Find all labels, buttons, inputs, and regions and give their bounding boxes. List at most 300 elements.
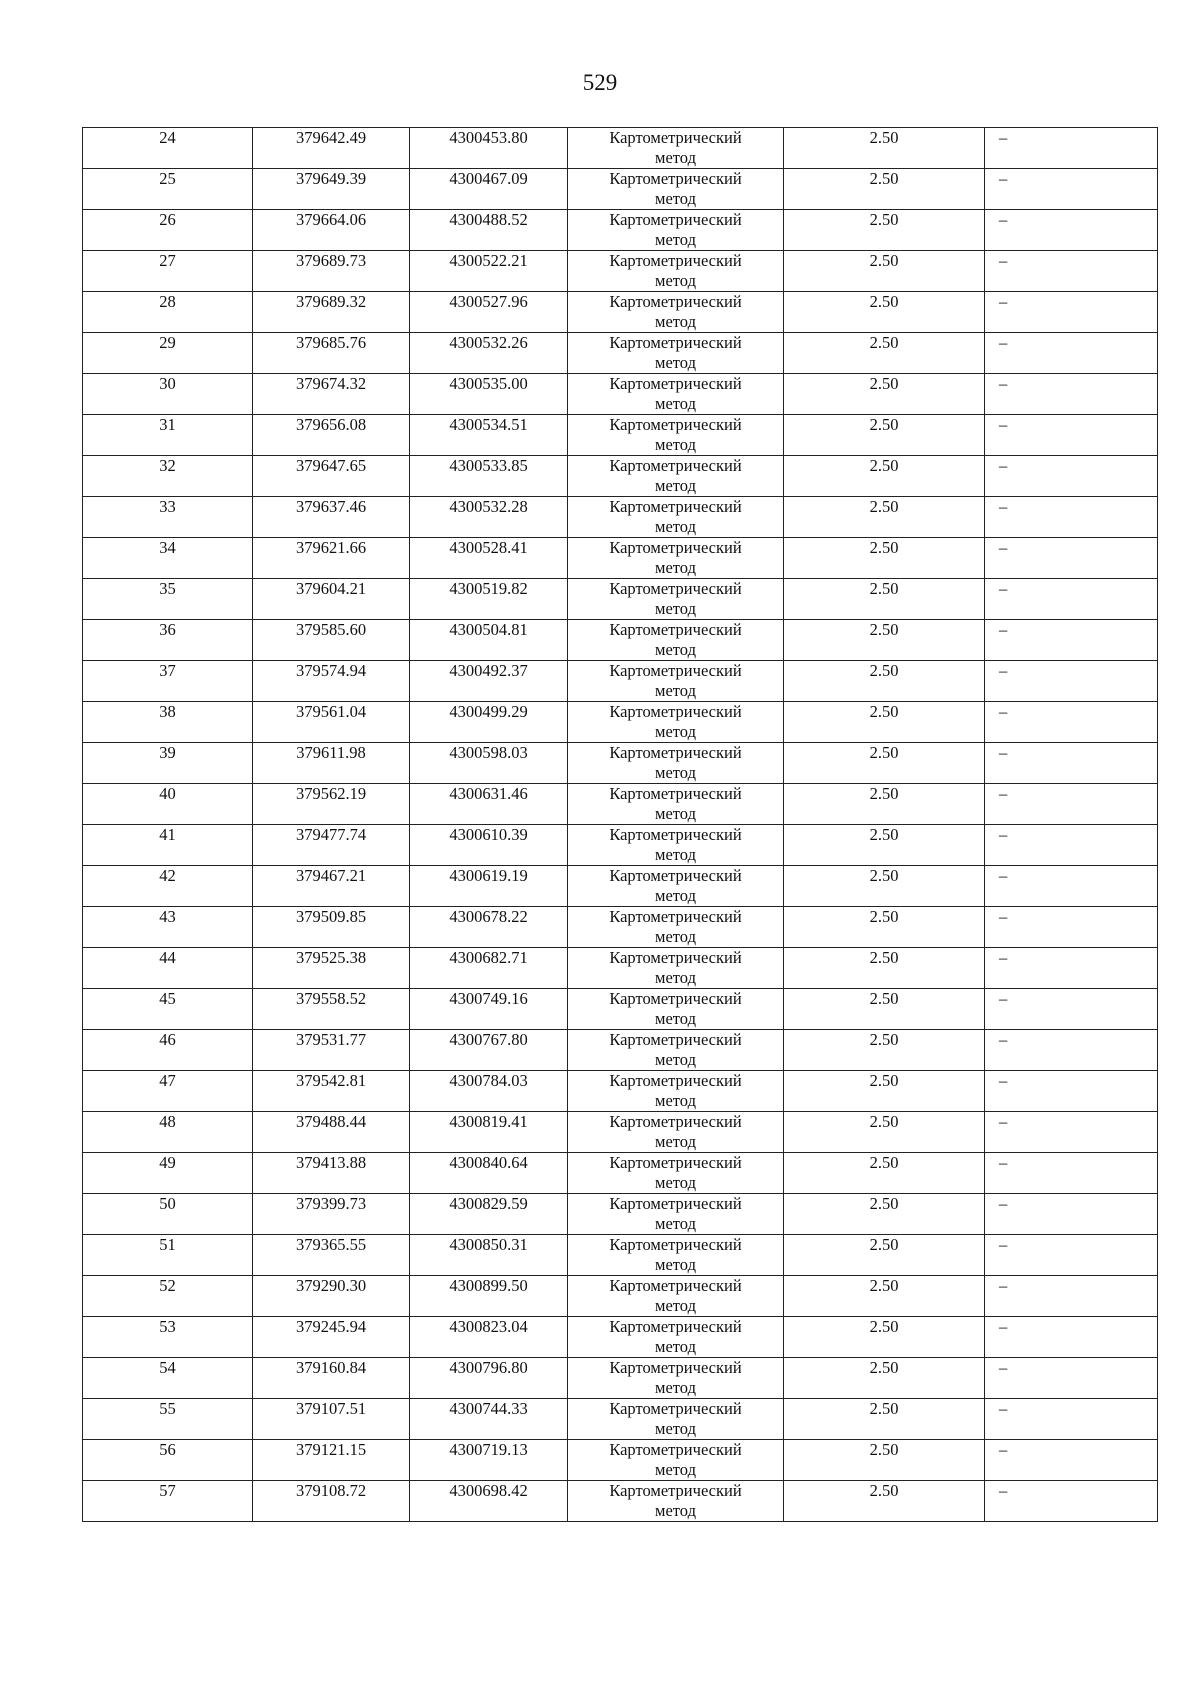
point-number-cell: 25	[83, 169, 253, 210]
method-line-1: Картометрический	[609, 1235, 742, 1254]
point-number-cell: 37	[83, 661, 253, 702]
note-cell: –	[985, 743, 1158, 784]
accuracy-cell: 2.50	[784, 128, 985, 169]
method-line-2: метод	[655, 640, 696, 659]
point-number-cell: 32	[83, 456, 253, 497]
y-coordinate-cell: 4300528.41	[410, 538, 568, 579]
x-coordinate-cell: 379642.49	[253, 128, 410, 169]
note-cell: –	[985, 579, 1158, 620]
point-number-cell: 30	[83, 374, 253, 415]
table-row	[83, 989, 1158, 1030]
method-line-1: Картометрический	[609, 661, 742, 680]
method-line-2: метод	[655, 1255, 696, 1274]
y-coordinate-cell: 4300519.82	[410, 579, 568, 620]
method-line-2: метод	[655, 968, 696, 987]
accuracy-cell: 2.50	[784, 1399, 985, 1440]
note-cell: –	[985, 620, 1158, 661]
y-coordinate-cell: 4300522.21	[410, 251, 568, 292]
x-coordinate-cell: 379531.77	[253, 1030, 410, 1071]
table-row	[83, 866, 1158, 907]
method-cell	[568, 620, 784, 661]
point-number-cell: 42	[83, 866, 253, 907]
method-line-2: метод	[655, 1132, 696, 1151]
table-row	[83, 251, 1158, 292]
note-cell: –	[985, 907, 1158, 948]
point-number-cell: 55	[83, 1399, 253, 1440]
x-coordinate-cell: 379637.46	[253, 497, 410, 538]
method-line-1: Картометрический	[609, 169, 742, 188]
accuracy-cell: 2.50	[784, 1153, 985, 1194]
accuracy-cell: 2.50	[784, 825, 985, 866]
table-row	[83, 128, 1158, 169]
method-cell	[568, 784, 784, 825]
method-line-2: метод	[655, 1501, 696, 1520]
table-row	[83, 743, 1158, 784]
method-line-1: Картометрический	[609, 825, 742, 844]
method-cell	[568, 1071, 784, 1112]
method-line-1: Картометрический	[609, 702, 742, 721]
y-coordinate-cell: 4300823.04	[410, 1317, 568, 1358]
y-coordinate-cell: 4300499.29	[410, 702, 568, 743]
method-line-2: метод	[655, 599, 696, 618]
y-coordinate-cell: 4300767.80	[410, 1030, 568, 1071]
method-line-2: метод	[655, 1173, 696, 1192]
note-cell: –	[985, 128, 1158, 169]
x-coordinate-cell: 379685.76	[253, 333, 410, 374]
method-line-2: метод	[655, 394, 696, 413]
y-coordinate-cell: 4300819.41	[410, 1112, 568, 1153]
table-row	[83, 415, 1158, 456]
accuracy-cell: 2.50	[784, 374, 985, 415]
method-cell	[568, 251, 784, 292]
point-number-cell: 28	[83, 292, 253, 333]
method-cell	[568, 210, 784, 251]
method-cell	[568, 948, 784, 989]
point-number-cell: 53	[83, 1317, 253, 1358]
y-coordinate-cell: 4300749.16	[410, 989, 568, 1030]
method-cell	[568, 825, 784, 866]
point-number-cell: 52	[83, 1276, 253, 1317]
method-cell	[568, 1358, 784, 1399]
y-coordinate-cell: 4300619.19	[410, 866, 568, 907]
note-cell: –	[985, 538, 1158, 579]
method-cell	[568, 866, 784, 907]
method-cell	[568, 579, 784, 620]
x-coordinate-cell: 379585.60	[253, 620, 410, 661]
x-coordinate-cell: 379647.65	[253, 456, 410, 497]
method-line-1: Картометрический	[609, 210, 742, 229]
y-coordinate-cell: 4300698.42	[410, 1481, 568, 1522]
table-row	[83, 292, 1158, 333]
table-row	[83, 497, 1158, 538]
method-line-1: Картометрический	[609, 497, 742, 516]
point-number-cell: 41	[83, 825, 253, 866]
method-cell	[568, 1153, 784, 1194]
point-number-cell: 50	[83, 1194, 253, 1235]
method-line-1: Картометрический	[609, 333, 742, 352]
point-number-cell: 36	[83, 620, 253, 661]
point-number-cell: 29	[83, 333, 253, 374]
point-number-cell: 48	[83, 1112, 253, 1153]
method-cell	[568, 1276, 784, 1317]
method-line-1: Картометрический	[609, 538, 742, 557]
accuracy-cell: 2.50	[784, 866, 985, 907]
method-cell	[568, 743, 784, 784]
method-line-2: метод	[655, 1091, 696, 1110]
method-line-1: Картометрический	[609, 374, 742, 393]
table-row	[83, 1235, 1158, 1276]
method-line-2: метод	[655, 476, 696, 495]
table-row	[83, 1194, 1158, 1235]
point-number-cell: 57	[83, 1481, 253, 1522]
method-cell	[568, 702, 784, 743]
note-cell: –	[985, 948, 1158, 989]
method-line-2: метод	[655, 681, 696, 700]
method-cell	[568, 661, 784, 702]
table-row	[83, 1153, 1158, 1194]
y-coordinate-cell: 4300610.39	[410, 825, 568, 866]
y-coordinate-cell: 4300533.85	[410, 456, 568, 497]
method-line-2: метод	[655, 927, 696, 946]
method-line-1: Картометрический	[609, 989, 742, 1008]
table-row	[83, 702, 1158, 743]
method-line-2: метод	[655, 804, 696, 823]
point-number-cell: 47	[83, 1071, 253, 1112]
method-cell	[568, 907, 784, 948]
accuracy-cell: 2.50	[784, 456, 985, 497]
note-cell: –	[985, 1399, 1158, 1440]
accuracy-cell: 2.50	[784, 784, 985, 825]
note-cell: –	[985, 210, 1158, 251]
accuracy-cell: 2.50	[784, 1235, 985, 1276]
x-coordinate-cell: 379542.81	[253, 1071, 410, 1112]
table-row	[83, 907, 1158, 948]
note-cell: –	[985, 661, 1158, 702]
accuracy-cell: 2.50	[784, 620, 985, 661]
method-line-1: Картометрический	[609, 1030, 742, 1049]
point-number-cell: 46	[83, 1030, 253, 1071]
accuracy-cell: 2.50	[784, 169, 985, 210]
y-coordinate-cell: 4300492.37	[410, 661, 568, 702]
note-cell: –	[985, 825, 1158, 866]
method-line-2: метод	[655, 189, 696, 208]
point-number-cell: 39	[83, 743, 253, 784]
method-line-1: Картометрический	[609, 948, 742, 967]
method-line-1: Картометрический	[609, 1481, 742, 1500]
note-cell: –	[985, 1112, 1158, 1153]
table-row	[83, 1276, 1158, 1317]
y-coordinate-cell: 4300784.03	[410, 1071, 568, 1112]
accuracy-cell: 2.50	[784, 907, 985, 948]
note-cell: –	[985, 333, 1158, 374]
method-cell	[568, 128, 784, 169]
method-cell	[568, 497, 784, 538]
method-cell	[568, 333, 784, 374]
table-row	[83, 374, 1158, 415]
x-coordinate-cell: 379689.73	[253, 251, 410, 292]
y-coordinate-cell: 4300453.80	[410, 128, 568, 169]
method-line-1: Картометрический	[609, 1358, 742, 1377]
x-coordinate-cell: 379488.44	[253, 1112, 410, 1153]
method-line-2: метод	[655, 1337, 696, 1356]
accuracy-cell: 2.50	[784, 497, 985, 538]
method-line-2: метод	[655, 1460, 696, 1479]
accuracy-cell: 2.50	[784, 743, 985, 784]
method-line-2: метод	[655, 312, 696, 331]
note-cell: –	[985, 169, 1158, 210]
accuracy-cell: 2.50	[784, 538, 985, 579]
point-number-cell: 38	[83, 702, 253, 743]
method-cell	[568, 1440, 784, 1481]
note-cell: –	[985, 456, 1158, 497]
table-row	[83, 1317, 1158, 1358]
y-coordinate-cell: 4300829.59	[410, 1194, 568, 1235]
x-coordinate-cell: 379467.21	[253, 866, 410, 907]
method-line-1: Картометрический	[609, 1153, 742, 1172]
note-cell: –	[985, 989, 1158, 1030]
note-cell: –	[985, 1358, 1158, 1399]
accuracy-cell: 2.50	[784, 1112, 985, 1153]
x-coordinate-cell: 379121.15	[253, 1440, 410, 1481]
x-coordinate-cell: 379399.73	[253, 1194, 410, 1235]
x-coordinate-cell: 379245.94	[253, 1317, 410, 1358]
table-row	[83, 1481, 1158, 1522]
method-cell	[568, 1235, 784, 1276]
method-line-1: Картометрический	[609, 251, 742, 270]
note-cell: –	[985, 251, 1158, 292]
method-line-2: метод	[655, 1050, 696, 1069]
accuracy-cell: 2.50	[784, 579, 985, 620]
method-line-1: Картометрический	[609, 579, 742, 598]
point-number-cell: 49	[83, 1153, 253, 1194]
x-coordinate-cell: 379689.32	[253, 292, 410, 333]
y-coordinate-cell: 4300850.31	[410, 1235, 568, 1276]
point-number-cell: 45	[83, 989, 253, 1030]
accuracy-cell: 2.50	[784, 661, 985, 702]
method-cell	[568, 1030, 784, 1071]
coordinates-table	[82, 127, 1158, 1522]
y-coordinate-cell: 4300678.22	[410, 907, 568, 948]
method-line-1: Картометрический	[609, 456, 742, 475]
table-row	[83, 784, 1158, 825]
y-coordinate-cell: 4300535.00	[410, 374, 568, 415]
accuracy-cell: 2.50	[784, 292, 985, 333]
x-coordinate-cell: 379108.72	[253, 1481, 410, 1522]
point-number-cell: 33	[83, 497, 253, 538]
x-coordinate-cell: 379664.06	[253, 210, 410, 251]
y-coordinate-cell: 4300504.81	[410, 620, 568, 661]
method-cell	[568, 1194, 784, 1235]
method-line-2: метод	[655, 1296, 696, 1315]
x-coordinate-cell: 379611.98	[253, 743, 410, 784]
x-coordinate-cell: 379674.32	[253, 374, 410, 415]
note-cell: –	[985, 1235, 1158, 1276]
method-line-1: Картометрический	[609, 743, 742, 762]
method-cell	[568, 1399, 784, 1440]
method-cell	[568, 1112, 784, 1153]
method-line-2: метод	[655, 886, 696, 905]
note-cell: –	[985, 497, 1158, 538]
y-coordinate-cell: 4300488.52	[410, 210, 568, 251]
method-line-2: метод	[655, 1009, 696, 1028]
method-line-1: Картометрический	[609, 128, 742, 147]
method-line-2: метод	[655, 722, 696, 741]
note-cell: –	[985, 1481, 1158, 1522]
accuracy-cell: 2.50	[784, 1440, 985, 1481]
accuracy-cell: 2.50	[784, 415, 985, 456]
method-line-1: Картометрический	[609, 1194, 742, 1213]
method-line-1: Картометрический	[609, 1276, 742, 1295]
method-cell	[568, 989, 784, 1030]
table-row	[83, 661, 1158, 702]
accuracy-cell: 2.50	[784, 948, 985, 989]
note-cell: –	[985, 374, 1158, 415]
x-coordinate-cell: 379413.88	[253, 1153, 410, 1194]
note-cell: –	[985, 292, 1158, 333]
table-row	[83, 825, 1158, 866]
method-line-1: Картометрический	[609, 1440, 742, 1459]
method-line-2: метод	[655, 517, 696, 536]
method-line-2: метод	[655, 271, 696, 290]
accuracy-cell: 2.50	[784, 702, 985, 743]
y-coordinate-cell: 4300598.03	[410, 743, 568, 784]
method-cell	[568, 415, 784, 456]
method-line-2: метод	[655, 1378, 696, 1397]
note-cell: –	[985, 1194, 1158, 1235]
method-line-2: метод	[655, 353, 696, 372]
accuracy-cell: 2.50	[784, 1194, 985, 1235]
note-cell: –	[985, 784, 1158, 825]
x-coordinate-cell: 379477.74	[253, 825, 410, 866]
method-line-1: Картометрический	[609, 292, 742, 311]
accuracy-cell: 2.50	[784, 210, 985, 251]
y-coordinate-cell: 4300719.13	[410, 1440, 568, 1481]
table-row	[83, 579, 1158, 620]
y-coordinate-cell: 4300840.64	[410, 1153, 568, 1194]
x-coordinate-cell: 379562.19	[253, 784, 410, 825]
accuracy-cell: 2.50	[784, 1276, 985, 1317]
y-coordinate-cell: 4300631.46	[410, 784, 568, 825]
method-cell	[568, 456, 784, 497]
note-cell: –	[985, 702, 1158, 743]
point-number-cell: 26	[83, 210, 253, 251]
method-line-1: Картометрический	[609, 1317, 742, 1336]
method-line-2: метод	[655, 230, 696, 249]
point-number-cell: 31	[83, 415, 253, 456]
x-coordinate-cell: 379649.39	[253, 169, 410, 210]
note-cell: –	[985, 1153, 1158, 1194]
y-coordinate-cell: 4300532.28	[410, 497, 568, 538]
table-row	[83, 1399, 1158, 1440]
accuracy-cell: 2.50	[784, 1317, 985, 1358]
y-coordinate-cell: 4300532.26	[410, 333, 568, 374]
x-coordinate-cell: 379558.52	[253, 989, 410, 1030]
accuracy-cell: 2.50	[784, 1481, 985, 1522]
x-coordinate-cell: 379656.08	[253, 415, 410, 456]
y-coordinate-cell: 4300899.50	[410, 1276, 568, 1317]
note-cell: –	[985, 866, 1158, 907]
method-line-2: метод	[655, 558, 696, 577]
method-line-1: Картометрический	[609, 1071, 742, 1090]
table-row	[83, 948, 1158, 989]
table-row	[83, 1440, 1158, 1481]
method-cell	[568, 292, 784, 333]
method-line-1: Картометрический	[609, 620, 742, 639]
point-number-cell: 51	[83, 1235, 253, 1276]
method-line-2: метод	[655, 1419, 696, 1438]
method-line-1: Картометрический	[609, 1399, 742, 1418]
point-number-cell: 27	[83, 251, 253, 292]
accuracy-cell: 2.50	[784, 251, 985, 292]
y-coordinate-cell: 4300682.71	[410, 948, 568, 989]
note-cell: –	[985, 1276, 1158, 1317]
point-number-cell: 34	[83, 538, 253, 579]
point-number-cell: 56	[83, 1440, 253, 1481]
method-cell	[568, 1481, 784, 1522]
point-number-cell: 40	[83, 784, 253, 825]
x-coordinate-cell: 379107.51	[253, 1399, 410, 1440]
point-number-cell: 43	[83, 907, 253, 948]
x-coordinate-cell: 379365.55	[253, 1235, 410, 1276]
y-coordinate-cell: 4300527.96	[410, 292, 568, 333]
y-coordinate-cell: 4300796.80	[410, 1358, 568, 1399]
table-row	[83, 210, 1158, 251]
table-row	[83, 1030, 1158, 1071]
note-cell: –	[985, 1071, 1158, 1112]
x-coordinate-cell: 379604.21	[253, 579, 410, 620]
method-line-2: метод	[655, 148, 696, 167]
method-line-2: метод	[655, 435, 696, 454]
accuracy-cell: 2.50	[784, 1071, 985, 1112]
x-coordinate-cell: 379509.85	[253, 907, 410, 948]
method-line-1: Картометрический	[609, 415, 742, 434]
x-coordinate-cell: 379160.84	[253, 1358, 410, 1399]
note-cell: –	[985, 415, 1158, 456]
table-row	[83, 1071, 1158, 1112]
accuracy-cell: 2.50	[784, 989, 985, 1030]
method-line-2: метод	[655, 845, 696, 864]
table-row	[83, 1112, 1158, 1153]
point-number-cell: 44	[83, 948, 253, 989]
method-line-1: Картометрический	[609, 1112, 742, 1131]
x-coordinate-cell: 379290.30	[253, 1276, 410, 1317]
accuracy-cell: 2.50	[784, 333, 985, 374]
note-cell: –	[985, 1317, 1158, 1358]
point-number-cell: 54	[83, 1358, 253, 1399]
accuracy-cell: 2.50	[784, 1358, 985, 1399]
method-line-1: Картометрический	[609, 866, 742, 885]
note-cell: –	[985, 1440, 1158, 1481]
method-line-2: метод	[655, 763, 696, 782]
coordinates-table-body	[83, 128, 1158, 1522]
x-coordinate-cell: 379621.66	[253, 538, 410, 579]
method-cell	[568, 1317, 784, 1358]
method-line-1: Картометрический	[609, 784, 742, 803]
table-row	[83, 620, 1158, 661]
accuracy-cell: 2.50	[784, 1030, 985, 1071]
table-row	[83, 333, 1158, 374]
x-coordinate-cell: 379574.94	[253, 661, 410, 702]
point-number-cell: 24	[83, 128, 253, 169]
table-row	[83, 1358, 1158, 1399]
x-coordinate-cell: 379525.38	[253, 948, 410, 989]
page-number: 529	[582, 70, 618, 95]
note-cell: –	[985, 1030, 1158, 1071]
x-coordinate-cell: 379561.04	[253, 702, 410, 743]
method-line-1: Картометрический	[609, 907, 742, 926]
method-cell	[568, 374, 784, 415]
table-row	[83, 538, 1158, 579]
